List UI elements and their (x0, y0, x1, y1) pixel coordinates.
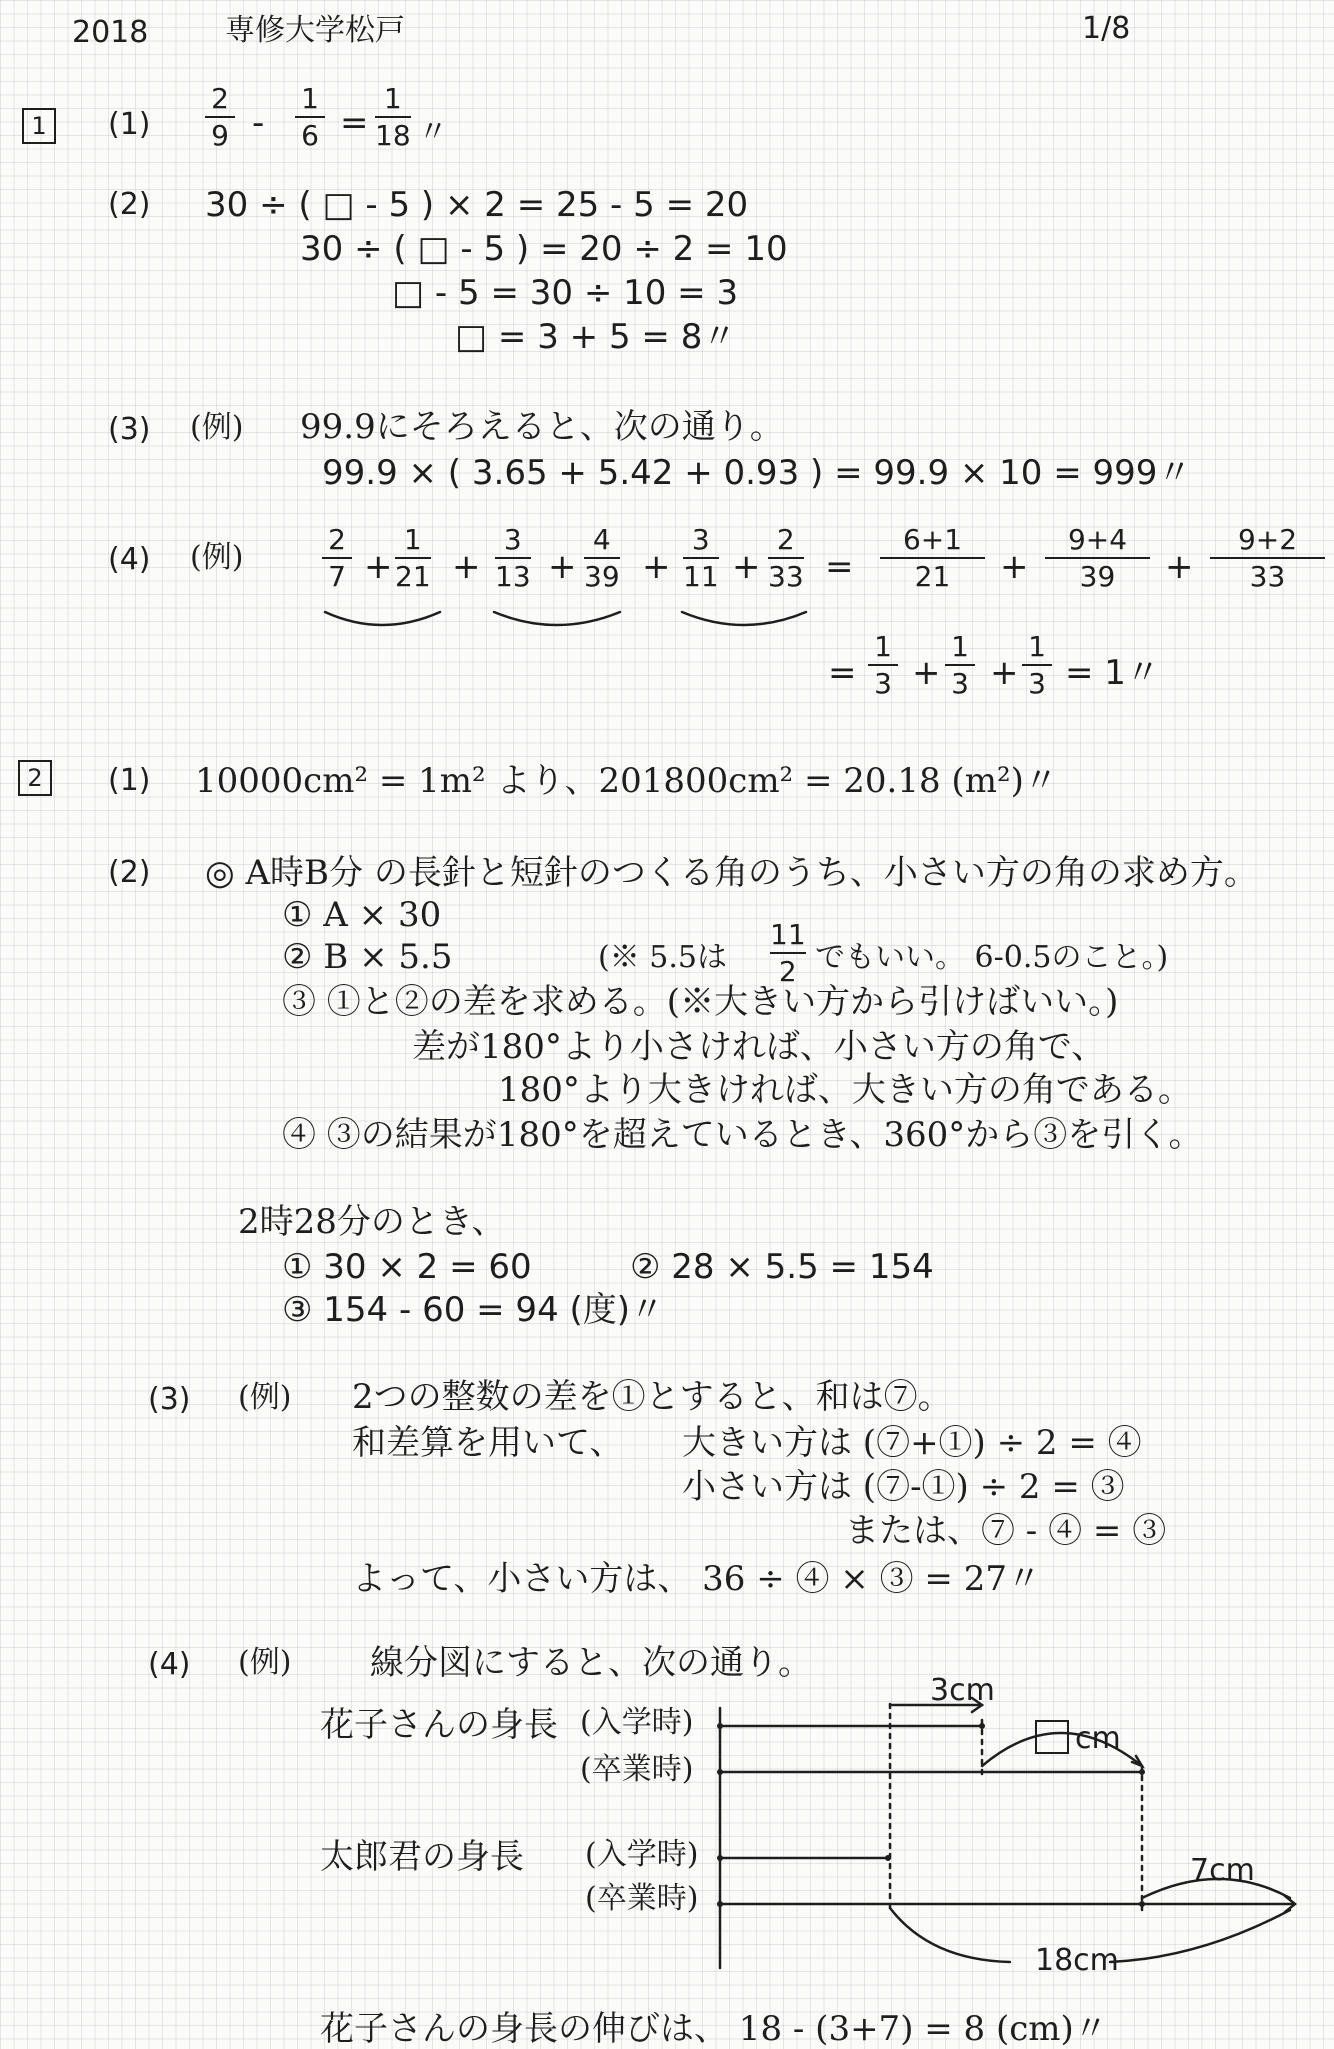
q1-4-frac-5: 3 11 (683, 523, 719, 594)
q1-4-third-1: 1 3 (868, 632, 898, 699)
section-2-label: 2 (18, 760, 52, 796)
q2-3-example: (例) (238, 1380, 292, 1415)
q2-3-line-1: 2つの整数の差を①とすると、和は⑦。 (352, 1377, 952, 1417)
arc-18cm-left (890, 1908, 1010, 1962)
q2-2-calc-3: ③ 154 - 60 = 94 (度)〃 (282, 1290, 665, 1330)
q1-4-frac-3: 3 13 (495, 523, 531, 594)
q1-1-frac-a: 2 9 (205, 84, 235, 151)
q1-1-frac-b: 1 6 (295, 84, 325, 151)
q1-4-result: = 1〃 (1065, 653, 1160, 693)
q2-2-diff-1: 差が180°より小さければ、小さい方の角で、 (412, 1027, 1106, 1067)
q2-2-note-frac: 11 2 (770, 918, 806, 989)
q2-2-step-3: ③ ①と②の差を求める。(※大きい方から引けばいい。) (282, 982, 1119, 1022)
q1-4-frac-6: 2 33 (768, 523, 804, 594)
q1-1-end-mark: 〃 (418, 115, 448, 150)
q1-4-frac-2: 1 21 (395, 523, 431, 594)
q2-2-step-2: ② B × 5.5 (282, 937, 453, 977)
taro-entry-label: (入学時) (585, 1837, 699, 1872)
q1-4-example: (例) (190, 540, 244, 575)
q2-2-intro: ◎ A時B分 の長針と短針のつくる角のうち、小さい方の角の求め方。 (205, 853, 1258, 893)
q2-1-number: (1) (108, 763, 151, 798)
header-page: 1/8 (1082, 11, 1131, 46)
label-box-cm: cm (1075, 1721, 1121, 1756)
q2-2-case: 2時28分のとき、 (238, 1202, 506, 1242)
q2-3-line-2a: 和差算を用いて、 (352, 1423, 624, 1463)
q2-3-number: (3) (148, 1382, 191, 1417)
q2-2-calc-2: ② 28 × 5.5 = 154 (630, 1247, 934, 1287)
q2-2-number: (2) (108, 855, 151, 890)
hanako-grad-label: (卒業時) (580, 1752, 694, 1787)
q1-4-third-2: 1 3 (945, 632, 975, 699)
arc-7cm (1142, 1879, 1290, 1898)
plus-sign: + (642, 547, 671, 587)
q1-2-line-4: □ = 3 + 5 = 8〃 (455, 317, 737, 357)
q1-2-line-1: 30 ÷ ( □ - 5 ) × 2 = 25 - 5 = 20 (205, 185, 749, 225)
q1-1-number: (1) (108, 107, 151, 142)
plus-sign: + (990, 653, 1019, 693)
taro-label: 太郎君の身長 (320, 1837, 524, 1877)
q1-3-example: (例) (190, 410, 244, 445)
equals-sign: = (825, 547, 854, 587)
q2-2-step-1: ① A × 30 (282, 895, 442, 935)
q2-4-answer: 花子さんの身長の伸びは、 18 - (3+7) = 8 (cm)〃 (320, 2009, 1108, 2049)
pair-bracket-1 (325, 612, 440, 625)
header-year: 2018 (72, 15, 149, 50)
q1-4-rhs-1: 6+1 21 (880, 525, 985, 592)
q2-4-example: (例) (238, 1645, 292, 1680)
q2-2-step-4: ④ ③の結果が180°を超えているとき、360°から③を引く。 (282, 1115, 1203, 1155)
arc-18cm-right (1110, 1910, 1290, 1962)
q2-3-line-5: よって、小さい方は、 36 ÷ ④ × ③ = 27〃 (352, 1559, 1041, 1599)
label-3cm: 3cm (930, 1673, 995, 1708)
plus-sign: + (1000, 547, 1029, 587)
q1-4-rhs-3: 9+2 33 (1210, 525, 1325, 592)
plus-sign: + (1165, 547, 1194, 587)
q1-3-line-1: 99.9にそろえると、次の通り。 (300, 407, 784, 447)
q2-3-line-3: 小さい方は (⑦-①) ÷ 2 = ③ (682, 1467, 1125, 1507)
arc-box-cm (982, 1733, 1142, 1766)
q1-4-number: (4) (108, 542, 151, 577)
q2-4-number: (4) (148, 1647, 191, 1682)
q1-4-frac-4: 4 39 (584, 523, 620, 594)
equals-sign: = (828, 653, 857, 693)
q2-2-note-post: でもいい。 6-0.5のこと。) (815, 940, 1169, 975)
plus-sign: + (732, 547, 761, 587)
plus-sign: + (452, 547, 481, 587)
q1-1-equals: = (340, 103, 369, 143)
section-1-label: 1 (22, 108, 56, 144)
q2-2-note-pre: (※ 5.5は (598, 940, 727, 975)
q2-3-line-2b: 大きい方は (⑦+①) ÷ 2 = ④ (682, 1423, 1142, 1463)
q1-4-rhs-2: 9+4 39 (1045, 525, 1150, 592)
label-18cm: 18cm (1035, 1943, 1119, 1978)
plus-sign: + (912, 653, 941, 693)
q2-2-diff-2: 180°より大きければ、大きい方の角である。 (498, 1070, 1192, 1110)
q1-4-third-3: 1 3 (1022, 632, 1052, 699)
q2-1-text: 10000cm² = 1m² より、201800cm² = 20.18 (m²)〃 (195, 761, 1058, 801)
q2-4-intro: 線分図にすると、次の通り。 (370, 1643, 812, 1683)
q1-4-frac-1: 2 7 (322, 525, 352, 592)
q1-3-number: (3) (108, 412, 151, 447)
plus-sign: + (364, 547, 393, 587)
taro-grad-label: (卒業時) (585, 1881, 699, 1916)
q2-3-line-4: または、⑦ - ④ = ③ (845, 1511, 1167, 1551)
header-school: 専修大学松戸 (225, 13, 405, 48)
q1-1-frac-c: 1 18 (375, 82, 411, 153)
hanako-label: 花子さんの身長 (320, 1705, 558, 1745)
q1-3-line-2: 99.9 × ( 3.65 + 5.42 + 0.93 ) = 99.9 × 10 = 999〃 (322, 453, 1192, 493)
q2-2-calc-1: ① 30 × 2 = 60 (282, 1247, 532, 1287)
q1-1-minus: - (252, 103, 265, 143)
plus-sign: + (548, 547, 577, 587)
q1-2-number: (2) (108, 187, 151, 222)
pair-bracket-3 (682, 612, 806, 625)
hanako-entry-label: (入学時) (580, 1705, 694, 1740)
q1-2-line-2: 30 ÷ ( □ - 5 ) = 20 ÷ 2 = 10 (300, 229, 788, 269)
label-7cm: 7cm (1190, 1853, 1255, 1888)
pair-bracket-2 (494, 612, 620, 625)
q1-2-line-3: □ - 5 = 30 ÷ 10 = 3 (392, 273, 739, 313)
